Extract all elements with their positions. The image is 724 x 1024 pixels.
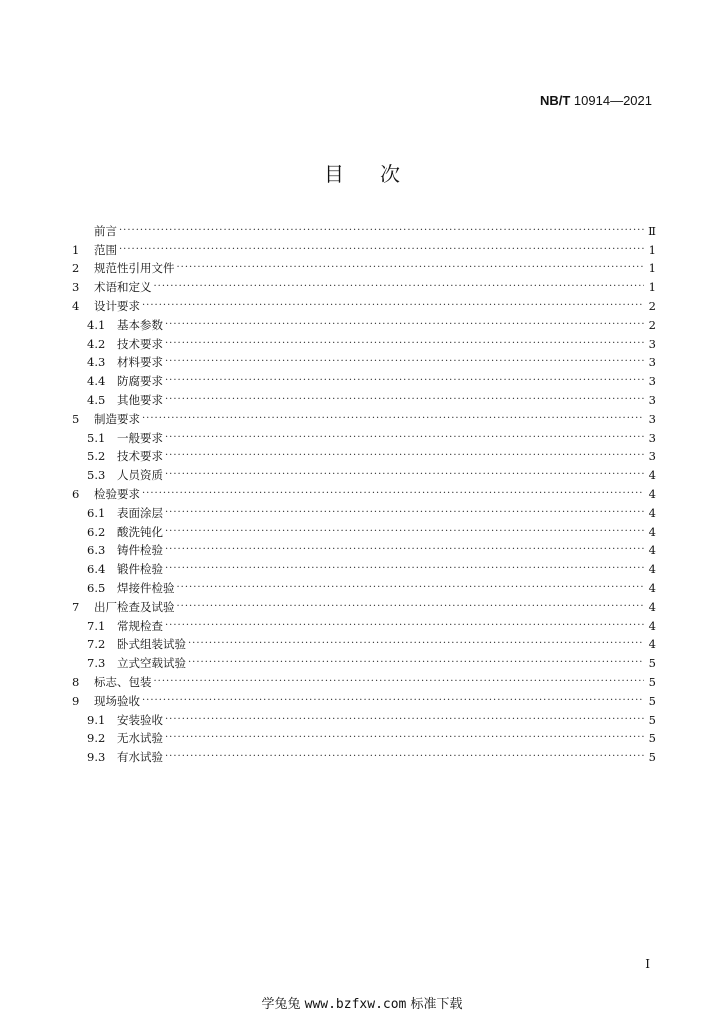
toc-entry-number: 6.4	[87, 562, 106, 577]
toc-entry-number: 9.3	[87, 750, 106, 765]
toc-entry-number: 6.1	[87, 505, 106, 520]
toc-entry[interactable]	[72, 369, 656, 388]
toc-entry-title: 术语和定义	[94, 280, 152, 295]
toc-dot-leader	[165, 391, 644, 407]
toc-entry[interactable]	[72, 426, 656, 445]
toc-entry-title: 范围	[94, 242, 117, 257]
toc-entry-number: 4	[72, 298, 80, 313]
toc-entry-title: 铸件检验	[117, 543, 163, 558]
toc-dot-leader	[165, 523, 644, 539]
toc-entry[interactable]	[72, 219, 656, 238]
toc-entry-title: 人员资质	[117, 468, 163, 483]
toc-entry-number: 6.5	[87, 580, 106, 595]
toc-dot-leader	[142, 410, 644, 426]
toc-entry-number: 9.2	[87, 731, 106, 746]
toc-entry[interactable]	[72, 576, 656, 595]
toc-entry-title: 表面涂层	[117, 505, 163, 520]
toc-entry-title: 材料要求	[117, 355, 163, 370]
toc-entry-page: 1	[648, 242, 656, 257]
standard-code-number: 10914—2021	[573, 93, 652, 108]
toc-entry[interactable]	[72, 351, 656, 370]
toc-entry-page: 1	[648, 280, 656, 295]
toc-entry-number: 6.2	[87, 524, 106, 539]
toc-dot-leader	[188, 635, 644, 651]
toc-entry-title: 技术要求	[117, 336, 163, 351]
toc-entry[interactable]	[72, 651, 656, 670]
toc-entry-page: 5	[648, 674, 656, 689]
toc-entry-title: 前言	[94, 223, 117, 238]
toc-entry-page: 4	[648, 580, 656, 595]
toc-dot-leader	[177, 259, 645, 275]
toc-entry-number: 7.3	[87, 656, 106, 671]
toc-dot-leader	[154, 673, 645, 689]
toc-entry[interactable]	[72, 294, 656, 313]
toc-entry-number: 5	[72, 411, 80, 426]
toc-entry-page: 5	[648, 693, 656, 708]
toc-entry-title: 设计要求	[94, 298, 140, 313]
toc-entry-number: 4.3	[87, 355, 106, 370]
toc-dot-leader	[188, 654, 644, 670]
toc-entry[interactable]	[72, 708, 656, 727]
toc-dot-leader	[165, 711, 644, 727]
toc-entry-title: 有水试验	[117, 750, 163, 765]
toc-entry-page: 4	[648, 505, 656, 520]
toc-dot-leader	[165, 504, 644, 520]
toc-entry-number: 8	[72, 674, 80, 689]
toc-entry-title: 安装验收	[117, 712, 163, 727]
toc-entry-number: 7.1	[87, 618, 106, 633]
toc-entry-page: 3	[648, 336, 656, 351]
toc-entry-number: 5.1	[87, 430, 106, 445]
standard-code	[540, 93, 652, 108]
toc-entry[interactable]	[72, 670, 656, 689]
toc-entry-number: 6	[72, 486, 80, 501]
toc-entry[interactable]	[72, 407, 656, 426]
footer-watermark	[0, 993, 724, 1012]
toc-dot-leader	[119, 241, 644, 257]
toc-dot-leader	[142, 297, 644, 313]
toc-entry-page: 1	[648, 261, 656, 276]
toc-dot-leader	[165, 729, 644, 745]
toc-entry-title: 出厂检查及试验	[94, 599, 175, 614]
toc-entry[interactable]	[72, 238, 656, 257]
toc-entry-page: 3	[648, 374, 656, 389]
toc-entry-page: 5	[648, 712, 656, 727]
footer-url[interactable]: www.bzfxw.com	[304, 997, 407, 1012]
toc-entry[interactable]	[72, 689, 656, 708]
toc-entry-page: 4	[648, 562, 656, 577]
toc-entry-number: 4.2	[87, 336, 106, 351]
toc-dot-leader	[177, 598, 645, 614]
toc-entry[interactable]	[72, 727, 656, 746]
toc-entry-page: 4	[648, 543, 656, 558]
toc-entry-page: 3	[648, 430, 656, 445]
footer-tagline: 标准下载	[410, 997, 463, 1012]
toc-entry-number: 4.1	[87, 317, 106, 332]
toc-entry-title: 焊接件检验	[117, 580, 175, 595]
toc-entry-title: 其他要求	[117, 392, 163, 407]
toc-entry-page: 5	[648, 731, 656, 746]
toc-entry-number: 4.5	[87, 392, 106, 407]
toc-entry-number: 7	[72, 599, 80, 614]
toc-entry-number: 9.1	[87, 712, 106, 727]
table-of-contents	[72, 219, 656, 764]
toc-entry-number: 2	[72, 261, 80, 276]
toc-entry[interactable]	[72, 595, 656, 614]
toc-entry-page: 5	[648, 750, 656, 765]
toc-entry-title: 常规检查	[117, 618, 163, 633]
toc-entry-title: 技术要求	[117, 449, 163, 464]
toc-dot-leader	[165, 316, 644, 332]
toc-dot-leader	[165, 335, 644, 351]
toc-entry[interactable]	[72, 313, 656, 332]
toc-dot-leader	[165, 429, 644, 445]
toc-dot-leader	[119, 222, 644, 238]
standard-code-prefix: NB/T	[539, 93, 571, 108]
toc-entry-number: 6.3	[87, 543, 106, 558]
toc-entry[interactable]	[72, 275, 656, 294]
toc-entry[interactable]	[72, 539, 656, 558]
toc-entry-page: 3	[648, 392, 656, 407]
toc-entry[interactable]	[72, 482, 656, 501]
page-title: 目次	[324, 162, 436, 186]
toc-entry-number: 9	[72, 693, 80, 708]
toc-entry-number: 4.4	[87, 374, 106, 389]
toc-entry-title: 现场验收	[94, 693, 140, 708]
toc-dot-leader	[165, 541, 644, 557]
toc-entry-page: 3	[648, 449, 656, 464]
toc-dot-leader	[165, 447, 644, 463]
toc-entry[interactable]	[72, 614, 656, 633]
toc-entry-number: 5.3	[87, 468, 106, 483]
toc-dot-leader	[165, 466, 644, 482]
toc-dot-leader	[165, 748, 644, 764]
toc-entry-page: 2	[648, 298, 656, 313]
toc-entry-title: 基本参数	[117, 317, 163, 332]
footer-site-name: 学兔兔	[261, 997, 301, 1012]
toc-dot-leader	[142, 692, 644, 708]
toc-entry-page: 3	[648, 411, 656, 426]
toc-entry-page: 4	[648, 468, 656, 483]
toc-entry-page: 4	[648, 637, 656, 652]
page-number: I	[645, 957, 650, 971]
toc-entry-title: 无水试验	[117, 731, 163, 746]
toc-entry[interactable]	[72, 463, 656, 482]
toc-entry-title: 防腐要求	[117, 374, 163, 389]
toc-entry-page: 4	[648, 524, 656, 539]
toc-entry[interactable]	[72, 633, 656, 652]
toc-entry-title: 制造要求	[94, 411, 140, 426]
toc-entry[interactable]	[72, 388, 656, 407]
toc-entry[interactable]	[72, 257, 656, 276]
toc-dot-leader	[142, 485, 644, 501]
toc-entry-page: 3	[648, 355, 656, 370]
toc-entry-title: 标志、包装	[94, 674, 152, 689]
toc-entry-title: 一般要求	[117, 430, 163, 445]
toc-entry-number: 7.2	[87, 637, 106, 652]
toc-dot-leader	[177, 579, 645, 595]
toc-entry-title: 检验要求	[94, 486, 140, 501]
toc-dot-leader	[165, 560, 644, 576]
toc-entry[interactable]	[72, 445, 656, 464]
toc-entry[interactable]	[72, 501, 656, 520]
toc-entry[interactable]	[72, 520, 656, 539]
toc-entry-number: 3	[72, 280, 80, 295]
toc-entry[interactable]	[72, 745, 656, 764]
toc-entry[interactable]	[72, 332, 656, 351]
toc-entry-title: 卧式组装试验	[117, 637, 186, 652]
toc-entry-page: Ⅱ	[648, 223, 656, 238]
toc-entry[interactable]	[72, 557, 656, 576]
toc-dot-leader	[165, 353, 644, 369]
toc-dot-leader	[165, 372, 644, 388]
toc-dot-leader	[165, 617, 644, 633]
toc-dot-leader	[154, 278, 645, 294]
toc-entry-page: 4	[648, 599, 656, 614]
toc-entry-title: 立式空载试验	[117, 656, 186, 671]
toc-entry-page: 2	[648, 317, 656, 332]
toc-entry-page: 5	[648, 656, 656, 671]
toc-entry-title: 规范性引用文件	[94, 261, 175, 276]
toc-entry-page: 4	[648, 486, 656, 501]
toc-entry-title: 酸洗钝化	[117, 524, 163, 539]
toc-entry-number: 5.2	[87, 449, 106, 464]
toc-entry-number: 1	[72, 242, 80, 257]
toc-entry-page: 4	[648, 618, 656, 633]
toc-entry-title: 锻件检验	[117, 562, 163, 577]
